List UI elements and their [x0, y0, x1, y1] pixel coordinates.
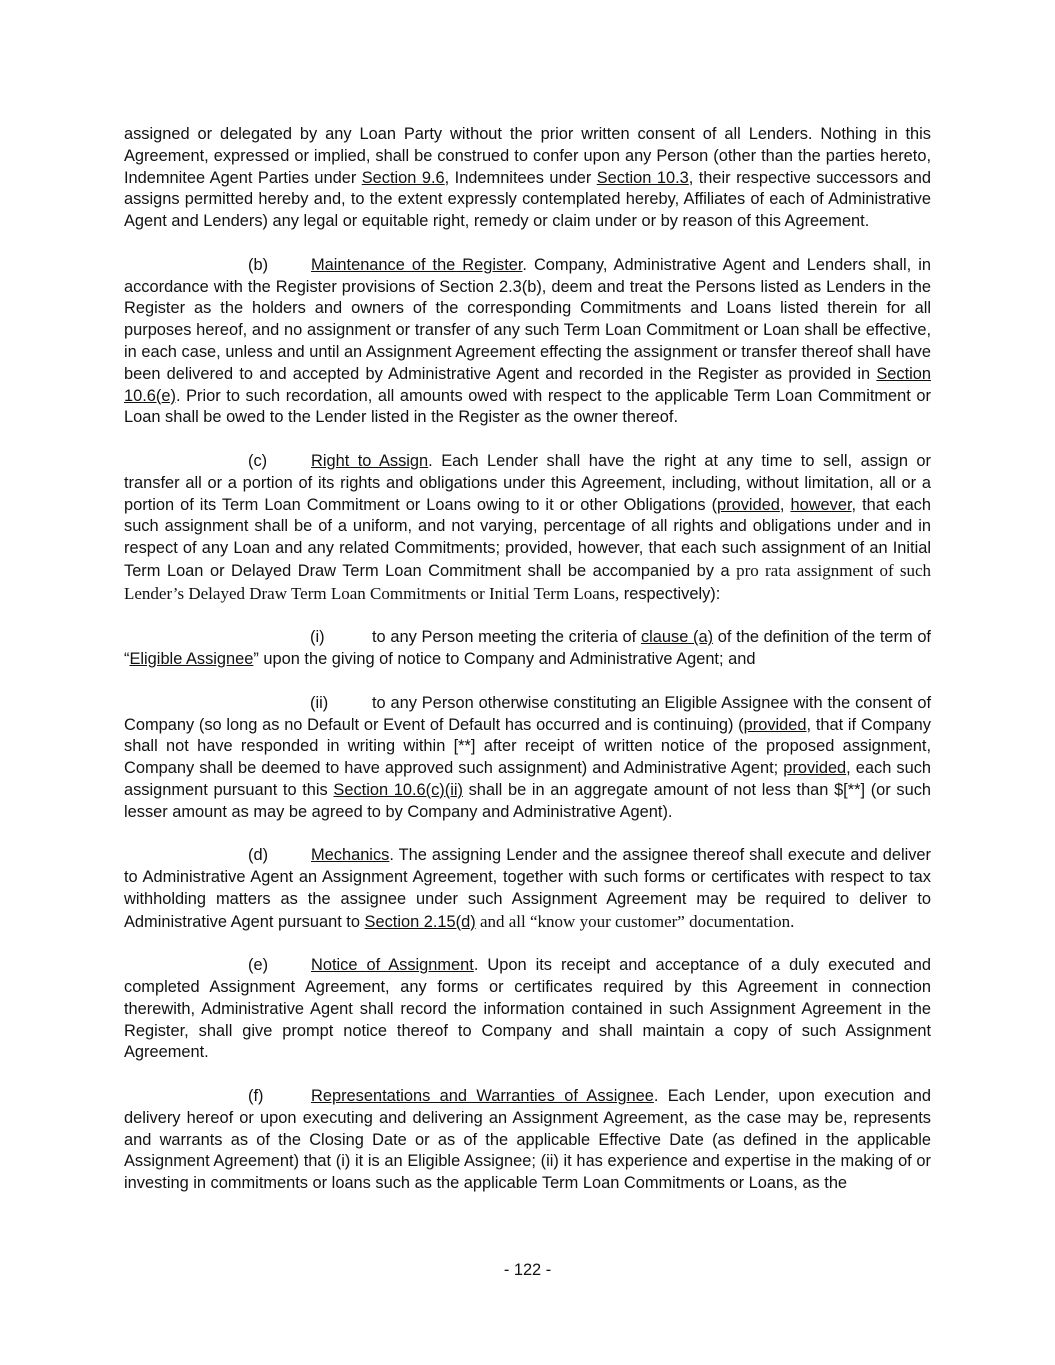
clause-label: (i)	[310, 628, 325, 647]
section-reference: Section 10.6(c)(ii)	[333, 780, 463, 799]
emphasis-term: however	[790, 495, 852, 514]
clause-heading: Representations and Warranties of Assignee	[311, 1087, 654, 1106]
clause-heading: Right to Assign	[311, 451, 429, 470]
page-number: - 122 -	[503, 1261, 552, 1279]
emphasis-term: provided	[783, 759, 847, 778]
paragraph-continuation: assigned or delegated by any Loan Party without the prior written consent of all Lenders. Nothing in this Agreement, expressed or implied, shall be construed to confer upon any Person (other than the parties hereto, Indemnitee Agent Parties under Section 9.6, Indemnitees under Section 10.3, their respective successors and assigns permitted hereby and, to the extent expressly contemplated hereby, Affiliates of each of Administrative Agent and Lenders) any legal or equitable right, remedy or claim under or by reason of this Agreement.	[124, 125, 931, 231]
section-reference: Section 10.3	[596, 168, 689, 187]
section-reference: Section 10.6(e)	[124, 364, 931, 405]
clause-label: (c)	[248, 451, 268, 470]
clause-heading: Maintenance of the Register	[311, 255, 523, 274]
clause-heading: Mechanics	[311, 846, 390, 865]
clause-label: (f)	[248, 1087, 264, 1106]
clause-label: (b)	[248, 255, 269, 274]
paragraph-e-notice-of-assignment: (e) Notice of Assignment. Upon its receipt and acceptance of a duly executed and completed Assignment Agreement, any forms or certificates required by this Agreement in connection therewith, Administrative Agent shall record the information contained in such Assignment Agreement in the Register, shall give prompt notice thereof to Company and shall maintain a copy of such Assignment Agreement.	[124, 956, 931, 1062]
clause-label: (ii)	[310, 693, 329, 712]
document-body	[124, 124, 931, 1217]
clause-heading: Notice of Assignment	[311, 956, 474, 975]
defined-term: Eligible Assignee	[129, 650, 254, 669]
serif-text-run: and all “know your customer” documentation.	[475, 911, 795, 931]
paragraph-f-representations-and-warranties: (f) Representations and Warranties of Assignee. Each Lender, upon execution and delivery hereof or upon executing and delivering an Assignment Agreement, as the case may be, represents and warrants as of the Closing Date or as of the applicable Effective Date (as defined in the applicable Assignment Agreement) that (i) it is an Eligible Assignee; (ii) it has experience and expertise in the making of or investing in commitments or loans such as the applicable Term Loan Commitments or Loans, as the	[124, 1087, 932, 1193]
emphasis-term: provided	[743, 715, 807, 734]
paragraph-c-right-to-assign: (c) Right to Assign. Each Lender shall have the right at any time to sell, assign or transfer all or a portion of its rights and obligations under this Agreement, including, without limitation, all or a portion of its Term Loan Commitment or Loans owing to it or other Obligations (provided, however, that each such assignment shall be of a uniform, and not varying, percentage of all rights and obligations under and in respect of any Loan and any related Commitments; provided, however, that each such assignment of an Initial Term Loan or Delayed Draw Term Loan Commitment shall be accompanied by a pro rata assignment of such Lender’s Delayed Draw Term Loan Commitments or Initial Term Loans, respectively):	[124, 451, 931, 603]
section-reference: Section 9.6	[361, 168, 445, 187]
clause-label: (d)	[248, 846, 269, 865]
serif-text-run: pro rata assignment of such Lender’s Delayed Draw Term Loan Commitments or Initial Term Loans,	[124, 560, 931, 603]
section-reference: Section 2.15(d)	[364, 912, 476, 931]
clause-label: (e)	[248, 956, 269, 975]
paragraph-c-i: (i) to any Person meeting the criteria of clause (a) of the definition of the term of “Eligible Assignee” upon the giving of notice to Company and Administrative Agent; and	[124, 628, 931, 669]
section-reference: clause (a)	[640, 628, 714, 647]
paragraph-d-mechanics: (d) Mechanics. The assigning Lender and the assignee thereof shall execute and deliver to Administrative Agent an Assignment Agreement, together with such forms or certificates with respect to tax withholding matters as the assignee under such Assignment Agreement may be required to deliver to Administrative Agent pursuant to Section 2.15(d) and all “know your customer” documentation.	[124, 846, 931, 931]
paragraph-b-maintenance-of-register: (b) Maintenance of the Register. Company, Administrative Agent and Lenders shall, in accordance with the Register provisions of Section 2.3(b), deem and treat the Persons listed as Lenders in the Register as the holders and owners of the corresponding Commitments and Loans listed therein for all purposes hereof, and no assignment or transfer of any such Term Loan Commitment or Loan shall be effective, in each case, unless and until an Assignment Agreement effecting the assignment or transfer thereof shall have been delivered to and accepted by Administrative Agent and recorded in the Register as provided in Section 10.6(e). Prior to such recordation, all amounts owed with respect to the applicable Term Loan Commitment or Loan shall be owed to the Lender listed in the Register as the owner thereof.	[124, 255, 931, 427]
paragraph-c-ii: (ii) to any Person otherwise constituting an Eligible Assignee with the consent of Company (so long as no Default or Event of Default has occurred and is continuing) (provided, that if Company shall not have responded in writing within [**] after receipt of written notice of the proposed assignment, Company shall be deemed to have approved such assignment) and Administrative Agent; provided, each such assignment pursuant to this Section 10.6(c)(ii) shall be in an aggregate amount of not less than $[**] (or such lesser amount as may be agreed to by Company and Administrative Agent).	[124, 693, 932, 821]
emphasis-term: provided	[717, 495, 780, 514]
